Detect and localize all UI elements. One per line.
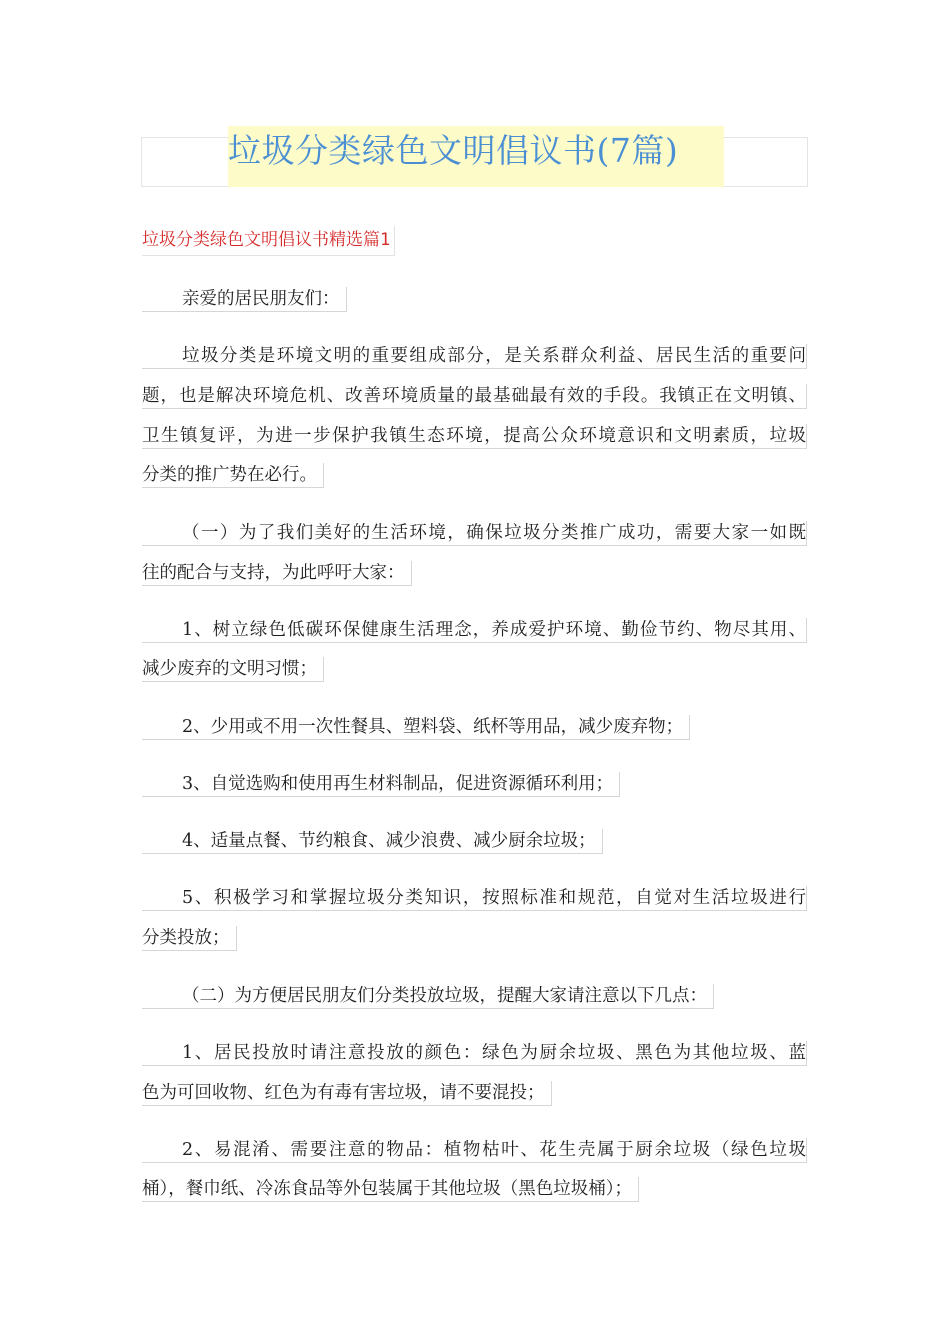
- list-item: 4、适量点餐、节约粮食、减少浪费、减少厨余垃圾；: [142, 829, 603, 854]
- paragraph-line: 往的配合与支持，为此呼吁大家：: [142, 561, 412, 586]
- paragraph-line: 卫生镇复评，为进一步保护我镇生态环境，提高公众环境意识和文明素质，垃圾: [142, 424, 807, 449]
- greeting: 亲爱的居民朋友们：: [142, 287, 347, 312]
- section-heading-2: （二）为方便居民朋友们分类投放垃圾，提醒大家请注意以下几点：: [142, 984, 714, 1009]
- paragraph-line: 题，也是解决环境危机、改善环境质量的最基础最有效的手段。我镇正在文明镇、: [142, 384, 807, 409]
- section-heading: 垃圾分类绿色文明倡议书精选篇1: [142, 226, 395, 256]
- paragraph-line: （一）为了我们美好的生活环境，确保垃圾分类推广成功，需要大家一如既: [142, 521, 807, 546]
- list-item: 2、易混淆、需要注意的物品：植物枯叶、花生壳属于厨余垃圾（绿色垃圾: [142, 1138, 807, 1163]
- paragraph-line: 分类的推广势在必行。: [142, 463, 324, 488]
- document-title: 垃圾分类绿色文明倡议书(7篇): [228, 131, 679, 170]
- list-item: 1、居民投放时请注意投放的颜色：绿色为厨余垃圾、黑色为其他垃圾、蓝: [142, 1041, 807, 1066]
- paragraph-line: 垃圾分类是环境文明的重要组成部分，是关系群众利益、居民生活的重要问: [142, 344, 807, 369]
- list-item: 减少废弃的文明习惯；: [142, 657, 324, 682]
- list-item: 2、少用或不用一次性餐具、塑料袋、纸杯等用品，减少废弃物；: [142, 715, 690, 740]
- list-item: 1、树立绿色低碳环保健康生活理念，养成爱护环境、勤俭节约、物尽其用、: [142, 618, 807, 643]
- list-item: 色为可回收物、红色为有毒有害垃圾，请不要混投；: [142, 1081, 552, 1106]
- list-item: 3、自觉选购和使用再生材料制品，促进资源循环利用；: [142, 772, 620, 797]
- list-item: 5、积极学习和掌握垃圾分类知识，按照标准和规范，自觉对生活垃圾进行: [142, 886, 807, 911]
- list-item: 分类投放；: [142, 926, 237, 951]
- list-item: 桶），餐巾纸、冷冻食品等外包装属于其他垃圾（黑色垃圾桶）；: [142, 1177, 639, 1202]
